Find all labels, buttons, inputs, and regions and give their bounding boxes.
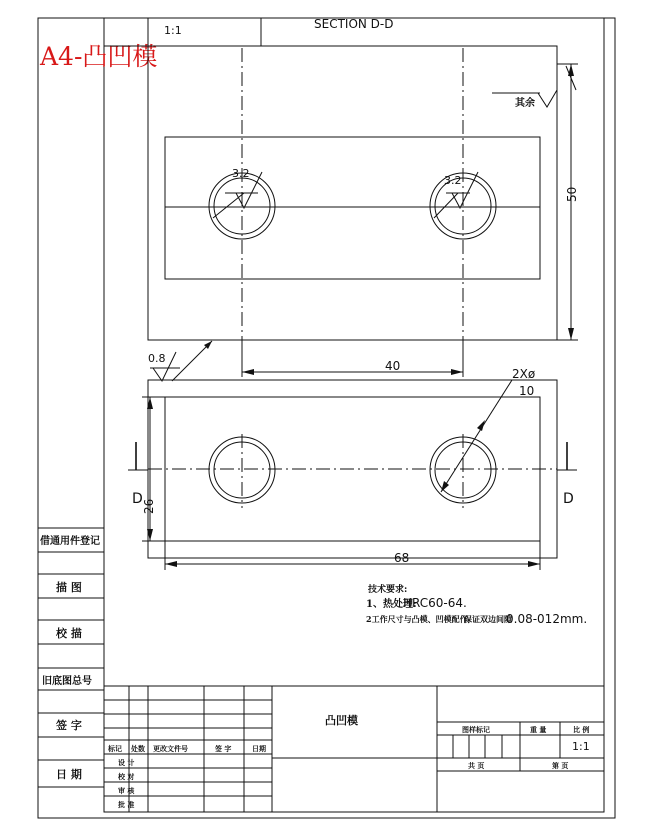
- roughness-other: [492, 90, 557, 109]
- top-scale-value: 1:1: [164, 24, 182, 37]
- dim-width: [165, 541, 540, 570]
- change-header-file: 更改文件号: [153, 744, 188, 753]
- side-row-date: 日 期: [56, 768, 82, 781]
- section-cut-left: [128, 442, 148, 507]
- part-name: 凸凹模: [325, 714, 358, 727]
- roughness-edge: [148, 341, 212, 381]
- dim-side-value: 26: [142, 498, 156, 514]
- dim-hole-spacing: [242, 340, 463, 377]
- sheets-total: 共 页: [468, 761, 485, 770]
- note-2-value: 0.08-012mm.: [506, 612, 588, 626]
- section-title: SECTION D-D: [314, 17, 394, 31]
- side-row-old-number: 旧底图总号: [42, 676, 92, 687]
- roughness-right-value: 3.2: [444, 174, 462, 187]
- role-approve: 批 准: [118, 800, 135, 809]
- technical-notes: [366, 583, 587, 626]
- stage-label: 图样标记: [462, 725, 490, 734]
- role-proof: 校 对: [118, 772, 135, 781]
- change-header-mark: 标记: [108, 744, 122, 753]
- notes-title: 技术要求:: [368, 585, 408, 595]
- role-review: 审 核: [118, 786, 135, 795]
- hole-count-label: 2Xø: [512, 367, 536, 381]
- weight-label: 重 量: [530, 725, 547, 734]
- note-2-mid: 保证双边间隙: [464, 614, 512, 624]
- roughness-other-label: 其余: [515, 98, 535, 109]
- side-row-trace: 描 图: [56, 581, 82, 594]
- title-block: [104, 686, 604, 812]
- dim-height-value: 50: [565, 186, 579, 202]
- section-mark-right-label: D: [563, 491, 574, 507]
- side-row-check: 校 描: [56, 627, 82, 640]
- side-table: [38, 528, 104, 787]
- scale-value: 1:1: [572, 740, 590, 753]
- top-view-outer: [148, 46, 557, 340]
- role-design: 设 计: [118, 758, 135, 767]
- hole-diameter-value: 10: [519, 384, 535, 398]
- sheet-number: 第 页: [552, 761, 569, 770]
- roughness-left-value: 3.2: [232, 167, 250, 180]
- change-header-count: 处数: [131, 744, 145, 753]
- note-1-value: HRC60-64.: [403, 596, 467, 610]
- dim-hole-spacing-value: 40: [385, 359, 401, 373]
- note-2-prefix: 2工作尺寸与凸模、凹模配作,: [366, 614, 471, 624]
- change-header-date: 日期: [252, 744, 266, 753]
- note-1-prefix: 1、热处理:: [366, 599, 417, 610]
- roughness-edge-value: 0.8: [148, 352, 166, 365]
- front-view: [128, 367, 577, 570]
- stamp-label: A4-凸凹模: [40, 42, 158, 71]
- roughness-symbol-left: [213, 167, 262, 218]
- section-cut-right: [557, 442, 577, 507]
- side-row-borrow: 借通用件登记: [40, 536, 100, 547]
- change-header-sign: 签 字: [215, 744, 232, 753]
- scale-label: 比 例: [573, 725, 590, 734]
- dim-height: [557, 64, 579, 340]
- top-view: [148, 46, 579, 340]
- sheet-outer-border: [38, 18, 615, 818]
- top-view-plate: [165, 137, 540, 279]
- side-row-sign: 签 字: [56, 719, 82, 732]
- dim-width-value: 68: [394, 551, 410, 565]
- section-mark-left-label: D: [132, 491, 143, 507]
